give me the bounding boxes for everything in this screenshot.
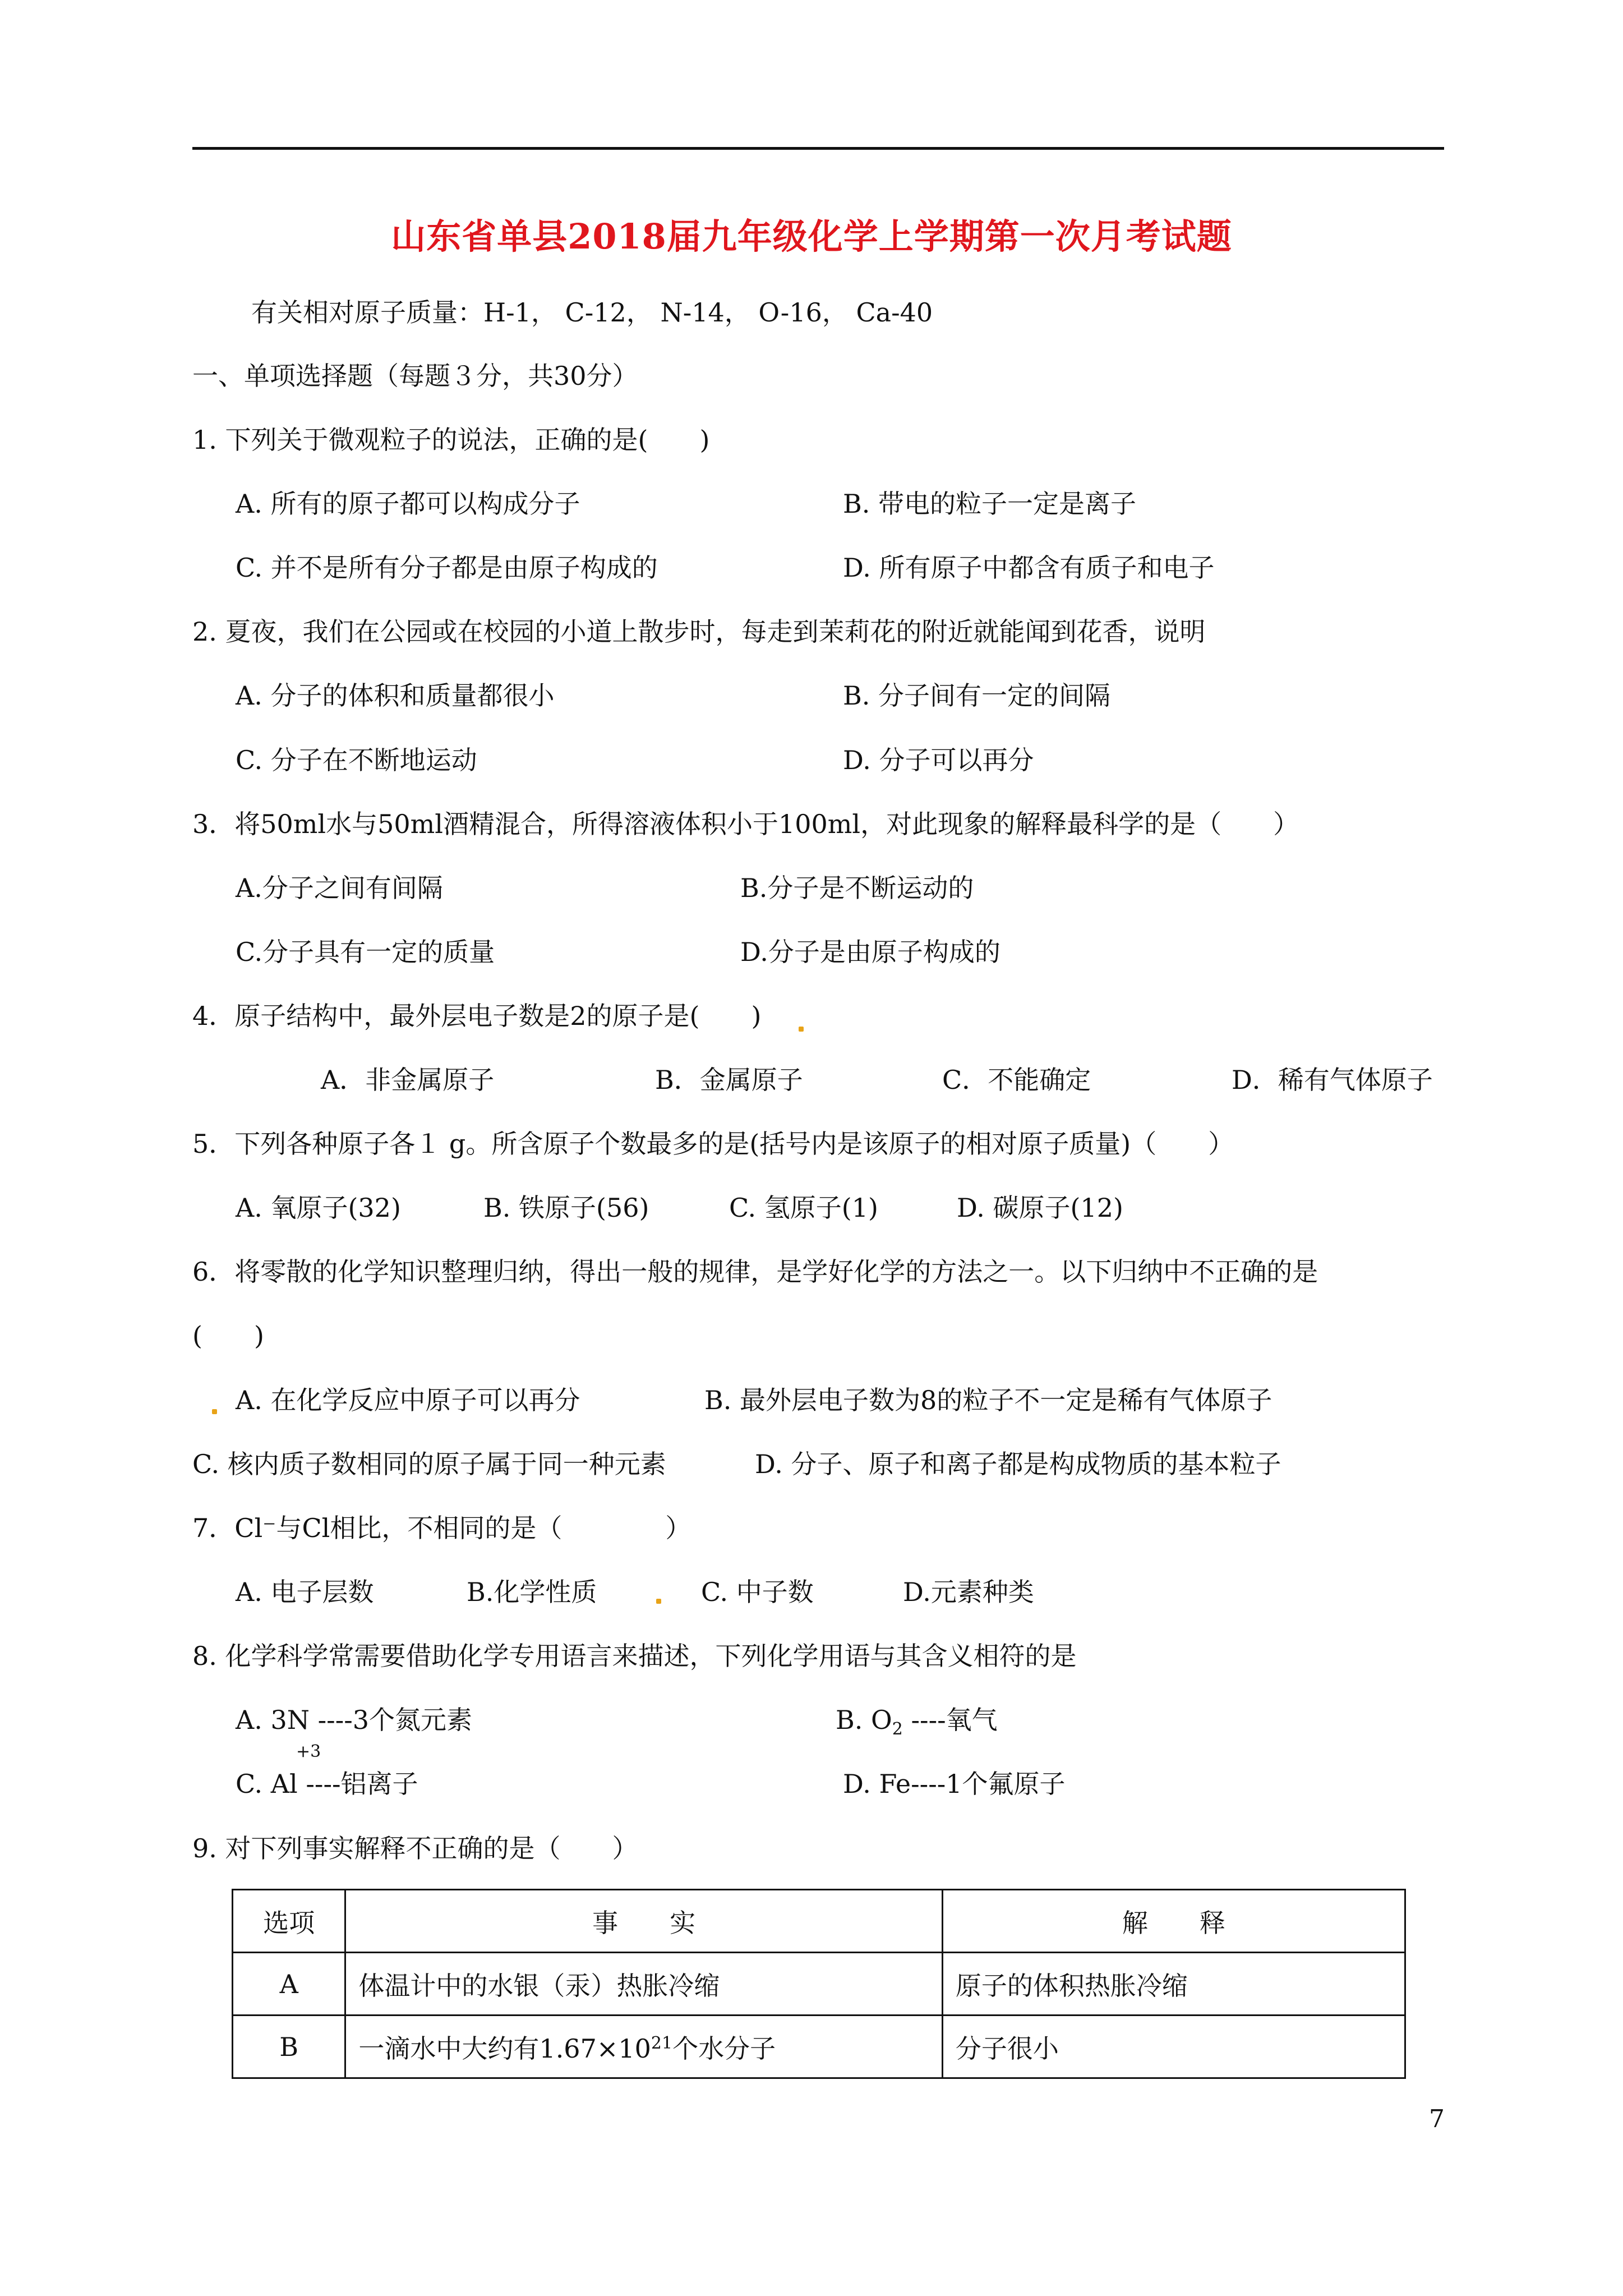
q8-option-b-subscript: 2 — [892, 1719, 903, 1739]
q2-option-c: C. 分子在不断地运动 — [236, 745, 477, 775]
q4-stem: 4．原子结构中，最外层电子数是2的原子是( ) — [192, 1001, 762, 1031]
page-number: 7 — [1429, 2105, 1445, 2133]
q7-option-d: D.元素种类 — [903, 1577, 1034, 1607]
q8-option-b-pre: B. O — [836, 1705, 892, 1735]
row-a-option: A — [233, 1953, 345, 2016]
header-rule — [192, 147, 1444, 150]
q8-option-c: C. Al ----铝离子 — [236, 1769, 418, 1799]
q1-option-b: B. 带电的粒子一定是离子 — [843, 489, 1137, 519]
q8-stem: 8. 化学科学常需要借助化学专用语言来描述，下列化学用语与其含义相符的是 — [192, 1641, 1077, 1671]
q4-option-d: D．稀有气体原子 — [1232, 1065, 1433, 1095]
header-option: 选项 — [233, 1890, 345, 1953]
q4-option-a: A．非金属原子 — [321, 1065, 495, 1095]
q3-option-d: D.分子是由原子构成的 — [740, 937, 1000, 967]
q4-option-b: B．金属原子 — [655, 1065, 803, 1095]
q7-option-b: B.化学性质 — [467, 1577, 597, 1607]
q8-option-a: A. 3N ----3个氮元素 — [236, 1705, 473, 1735]
q5-stem: 5．下列各种原子各１ g。所含原子个数最多的是(括号内是该原子的相对原子质量)（ ） — [192, 1129, 1234, 1159]
q2-stem: 2. 夏夜，我们在公园或在校园的小道上散步时，每走到茉莉花的附近就能闻到花香，说明 — [192, 616, 1206, 647]
row-b-fact-post: 个水分子 — [672, 2033, 776, 2064]
q2-option-b: B. 分子间有一定的间隔 — [843, 680, 1111, 711]
q5-option-d: D. 碳原子(12) — [957, 1193, 1123, 1223]
q1-option-c: C. 并不是所有分子都是由原子构成的 — [236, 553, 658, 583]
q1-option-d: D. 所有原子中都含有质子和电子 — [843, 553, 1215, 583]
row-b-option: B — [233, 2016, 345, 2078]
q5-option-c: C. 氢原子(1) — [729, 1193, 878, 1223]
stray-mark — [799, 1027, 804, 1032]
q7-option-c: C. 中子数 — [701, 1577, 814, 1607]
q6-option-c: C. 核内质子数相同的原子属于同一种元素 — [192, 1449, 666, 1479]
atomic-masses: 有关相对原子质量：H-1， C-12， N-14， O-16， Ca-40 — [251, 297, 933, 328]
stray-mark — [212, 1409, 217, 1414]
table-header-row — [233, 1890, 1405, 1953]
q8-option-b — [836, 1705, 998, 1740]
stray-mark — [656, 1599, 661, 1604]
section-heading: 一、单项选择题（每题３分，共30分） — [192, 361, 638, 391]
exam-title: 山东省单县2018届九年级化学上学期第一次月考试题 — [391, 216, 1232, 257]
q6-stem-paren: ( ) — [192, 1320, 264, 1351]
q8-option-c-charge: +3 — [296, 1742, 321, 1761]
q6-option-d: D. 分子、原子和离子都是构成物质的基本粒子 — [755, 1449, 1281, 1479]
q7-option-a: A. 电子层数 — [236, 1577, 374, 1607]
header-explanation: 解 释 — [942, 1890, 1405, 1953]
q3-option-c: C.分子具有一定的质量 — [236, 937, 495, 967]
q7-stem: 7．Cl⁻与Cl相比，不相同的是（ ） — [192, 1513, 691, 1543]
table-row — [233, 2016, 1405, 2078]
q6-option-a: A. 在化学反应中原子可以再分 — [236, 1385, 580, 1415]
row-a-explanation: 原子的体积热胀冷缩 — [942, 1953, 1405, 2016]
row-b-explanation: 分子很小 — [942, 2016, 1405, 2078]
table-row — [233, 1953, 1405, 2016]
q5-option-a: A. 氧原子(32) — [236, 1193, 401, 1223]
q2-option-a: A. 分子的体积和质量都很小 — [236, 680, 555, 711]
q3-option-a: A.分子之间有间隔 — [236, 873, 443, 903]
q8-option-d: D. Fe----1个氟原子 — [843, 1769, 1066, 1799]
q2-option-d: D. 分子可以再分 — [843, 745, 1034, 775]
q3-option-b: B.分子是不断运动的 — [740, 873, 974, 903]
q5-option-b: B. 铁原子(56) — [483, 1193, 649, 1223]
q9-stem: 9. 对下列事实解释不正确的是（ ） — [192, 1833, 638, 1864]
q8-option-b-post: ----氧气 — [902, 1705, 998, 1735]
row-b-fact-pre: 一滴水中大约有1.67×10 — [358, 2033, 651, 2064]
q3-stem: 3．将50ml水与50ml酒精混合，所得溶液体积小于100ml，对此现象的解释最科学的是（ ） — [192, 809, 1299, 839]
header-fact: 事 实 — [345, 1890, 942, 1953]
q6-stem: 6．将零散的化学知识整理归纳，得出一般的规律，是学好化学的方法之一。以下归纳中不正确的是 — [192, 1257, 1318, 1287]
row-a-fact: 体温计中的水银（汞）热胀冷缩 — [345, 1953, 942, 2016]
q4-option-c: C．不能确定 — [942, 1065, 1091, 1095]
q1-stem: 1. 下列关于微观粒子的说法，正确的是( ) — [192, 425, 710, 455]
q1-option-a: A. 所有的原子都可以构成分子 — [236, 489, 580, 519]
q9-facts-table — [232, 1889, 1406, 2079]
row-b-fact-exponent: 21 — [651, 2033, 673, 2053]
row-b-fact — [345, 2016, 942, 2078]
q6-option-b: B. 最外层电子数为8的粒子不一定是稀有气体原子 — [704, 1385, 1272, 1415]
